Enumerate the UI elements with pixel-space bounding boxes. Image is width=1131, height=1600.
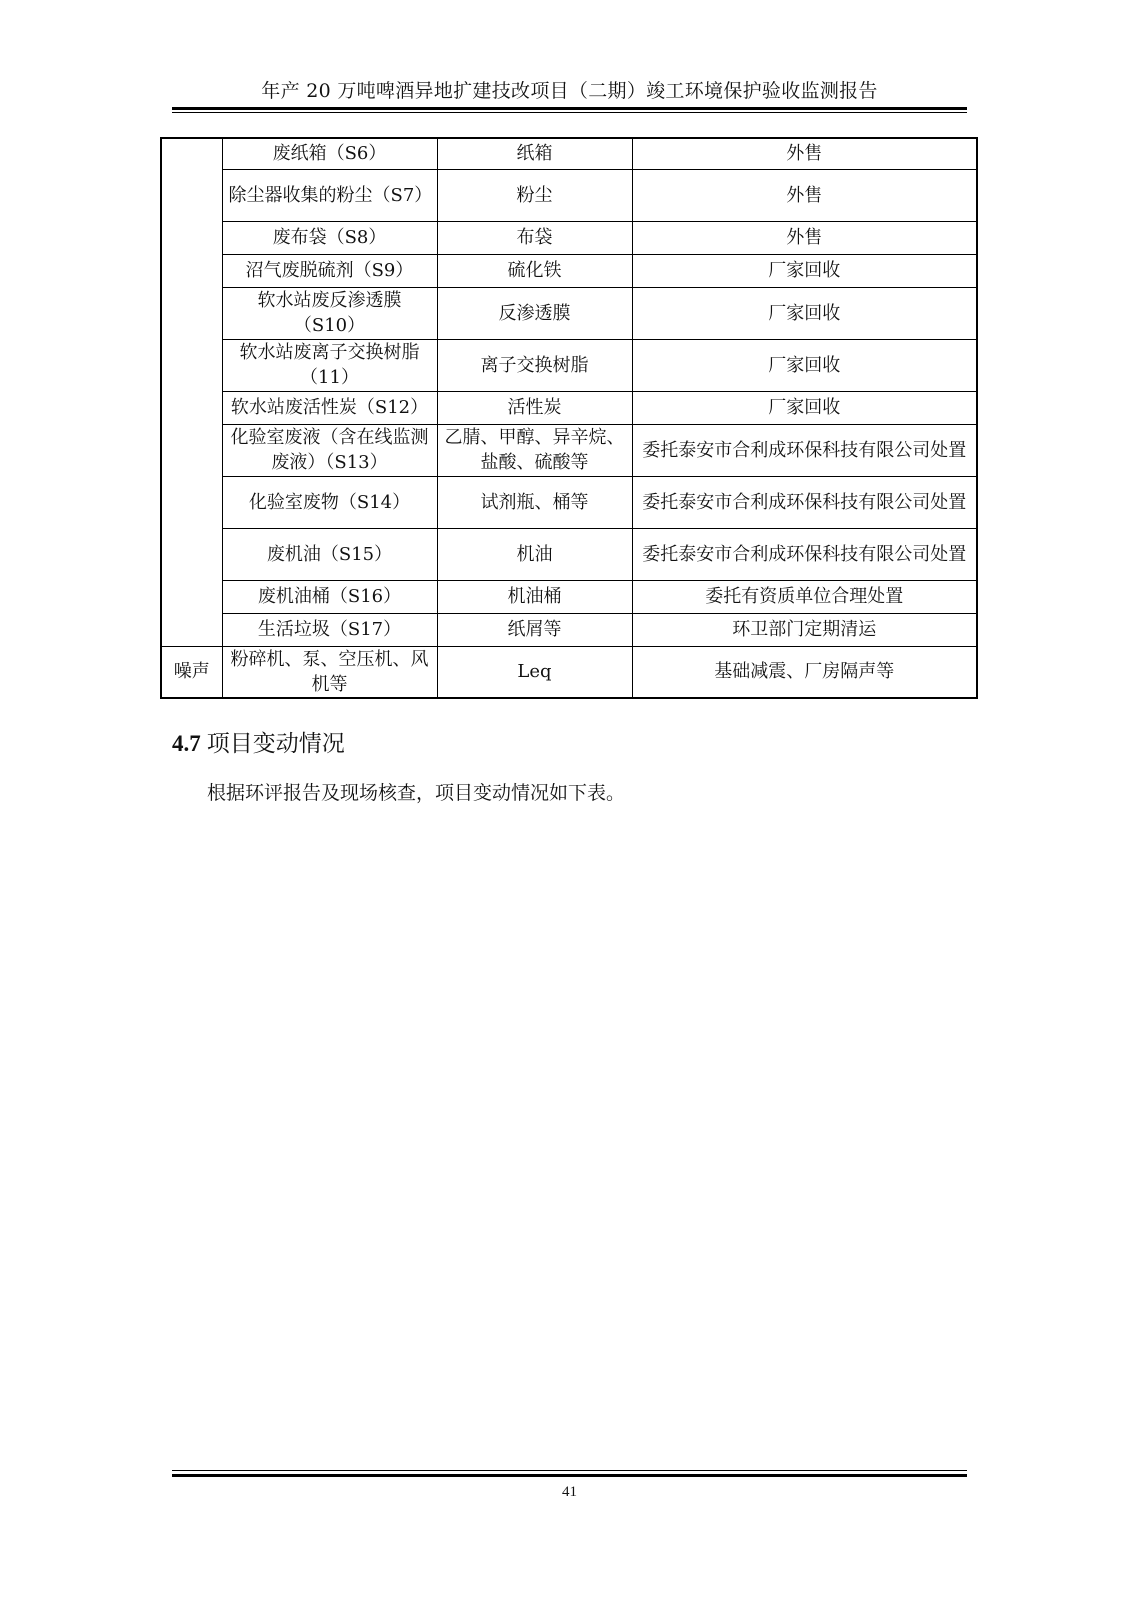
section-heading bbox=[172, 727, 345, 761]
section-paragraph: 根据环评报告及现场核查，项目变动情况如下表。 bbox=[207, 782, 626, 804]
table-row bbox=[161, 169, 977, 221]
table-row bbox=[161, 528, 977, 580]
waste-material-cell: 机油 bbox=[437, 528, 632, 580]
table-row bbox=[161, 391, 977, 424]
waste-disposal-cell: 委托泰安市合利成环保科技有限公司处置 bbox=[632, 476, 977, 528]
waste-source-cell: 沼气废脱硫剂（S9） bbox=[222, 254, 437, 287]
waste-source-cell: 除尘器收集的粉尘（S7） bbox=[222, 169, 437, 221]
waste-disposal-cell: 厂家回收 bbox=[632, 287, 977, 339]
waste-source-cell: 化验室废液（含在线监测废液）（S13） bbox=[222, 424, 437, 476]
header-rule-thin bbox=[172, 112, 967, 113]
waste-disposal-cell: 委托泰安市合利成环保科技有限公司处置 bbox=[632, 528, 977, 580]
page-number: 41 bbox=[562, 1484, 577, 1500]
waste-material-cell: 硫化铁 bbox=[437, 254, 632, 287]
solid-waste-category-cell bbox=[161, 138, 222, 646]
waste-material-cell: 机油桶 bbox=[437, 580, 632, 613]
section-title: 项目变动情况 bbox=[206, 731, 345, 757]
waste-source-cell: 废纸箱（S6） bbox=[222, 138, 437, 169]
table-row bbox=[161, 424, 977, 476]
waste-material-cell: 乙腈、甲醇、异辛烷、盐酸、硫酸等 bbox=[437, 424, 632, 476]
table-row bbox=[161, 138, 977, 169]
waste-disposal-cell: 外售 bbox=[632, 169, 977, 221]
noise-category-cell: 噪声 bbox=[161, 646, 222, 698]
waste-source-cell: 化验室废物（S14） bbox=[222, 476, 437, 528]
waste-material-cell: 反渗透膜 bbox=[437, 287, 632, 339]
header-rule bbox=[172, 107, 967, 110]
table-row-noise bbox=[161, 646, 977, 698]
waste-material-cell: 离子交换树脂 bbox=[437, 339, 632, 391]
waste-material-cell: 试剂瓶、桶等 bbox=[437, 476, 632, 528]
noise-disposal-cell: 基础减震、厂房隔声等 bbox=[632, 646, 977, 698]
table-row bbox=[161, 580, 977, 613]
waste-disposal-cell: 委托泰安市合利成环保科技有限公司处置 bbox=[632, 424, 977, 476]
waste-material-cell: 纸箱 bbox=[437, 138, 632, 169]
waste-disposal-cell: 厂家回收 bbox=[632, 339, 977, 391]
table-row bbox=[161, 476, 977, 528]
waste-source-cell: 生活垃圾（S17） bbox=[222, 613, 437, 646]
waste-material-cell: 粉尘 bbox=[437, 169, 632, 221]
waste-disposal-cell: 外售 bbox=[632, 138, 977, 169]
section-number: 4.7 bbox=[172, 731, 201, 756]
waste-disposal-cell: 外售 bbox=[632, 221, 977, 254]
table-row bbox=[161, 254, 977, 287]
table-row bbox=[161, 221, 977, 254]
waste-disposal-table bbox=[160, 137, 978, 699]
waste-material-cell: 活性炭 bbox=[437, 391, 632, 424]
noise-material-cell: Leq bbox=[437, 646, 632, 698]
waste-disposal-cell: 厂家回收 bbox=[632, 391, 977, 424]
waste-source-cell: 废机油桶（S16） bbox=[222, 580, 437, 613]
waste-material-cell: 布袋 bbox=[437, 221, 632, 254]
footer-rule-thin bbox=[172, 1470, 967, 1471]
waste-material-cell: 纸屑等 bbox=[437, 613, 632, 646]
waste-source-cell: 软水站废反渗透膜（S10） bbox=[222, 287, 437, 339]
table-row bbox=[161, 287, 977, 339]
noise-source-cell: 粉碎机、泵、空压机、风机等 bbox=[222, 646, 437, 698]
waste-source-cell: 废布袋（S8） bbox=[222, 221, 437, 254]
waste-disposal-cell: 厂家回收 bbox=[632, 254, 977, 287]
table-row bbox=[161, 339, 977, 391]
page-header: 年产 20 万吨啤酒异地扩建技改项目（二期）竣工环境保护验收监测报告 bbox=[261, 80, 878, 102]
waste-disposal-cell: 环卫部门定期清运 bbox=[632, 613, 977, 646]
footer-rule bbox=[172, 1474, 967, 1477]
waste-source-cell: 软水站废活性炭（S12） bbox=[222, 391, 437, 424]
table-row bbox=[161, 613, 977, 646]
waste-source-cell: 废机油（S15） bbox=[222, 528, 437, 580]
waste-disposal-cell: 委托有资质单位合理处置 bbox=[632, 580, 977, 613]
waste-source-cell: 软水站废离子交换树脂（11） bbox=[222, 339, 437, 391]
